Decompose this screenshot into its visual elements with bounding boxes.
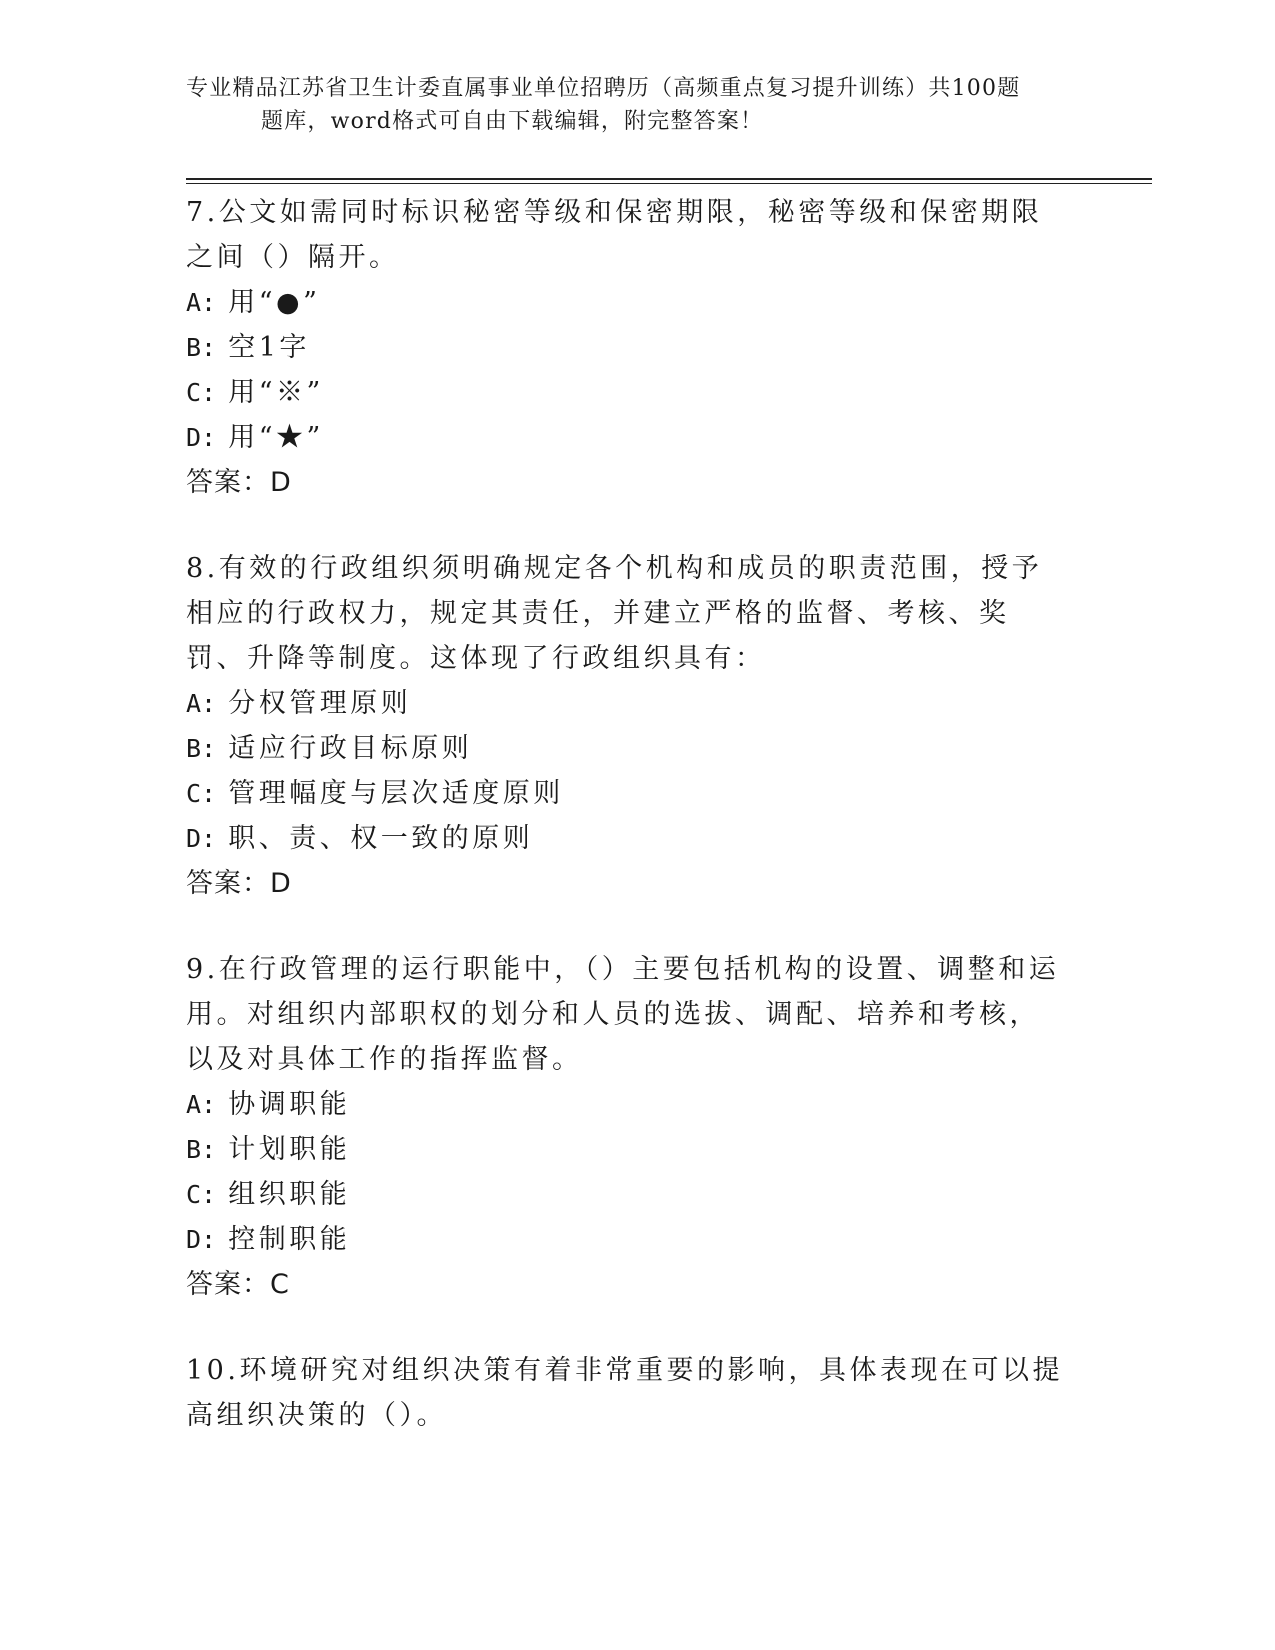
- option-key: D:: [186, 1225, 217, 1254]
- question-9: [186, 947, 1066, 1308]
- question-stem: 7.公文如需同时标识秘密等级和保密期限，秘密等级和保密期限之间（）隔开。: [186, 197, 1043, 273]
- question-stem: 10.环境研究对组织决策有着非常重要的影响，具体表现在可以提高组织决策的（）。: [186, 1355, 1063, 1431]
- option-key: A:: [186, 1090, 217, 1119]
- option-text: 分权管理原则: [228, 688, 412, 719]
- header-rule-thick: [186, 178, 1152, 180]
- option-text: 控制职能: [228, 1224, 351, 1255]
- option-text: 管理幅度与层次适度原则: [228, 778, 564, 809]
- option-b: [186, 1127, 1066, 1172]
- question-list: [186, 190, 1066, 1478]
- header-title-line-1: 专业精品江苏省卫生计委直属事业单位招聘历（高频重点复习提升训练）共100题: [186, 76, 1021, 101]
- option-key: C:: [186, 1180, 217, 1209]
- option-c: [186, 1172, 1066, 1217]
- answer-line: 答案：D: [186, 467, 292, 498]
- option-a: [186, 681, 1066, 726]
- answer-line: 答案：D: [186, 868, 292, 899]
- option-d: [186, 1217, 1066, 1262]
- option-key: B:: [186, 734, 217, 763]
- option-c: [186, 370, 1066, 415]
- option-key: D:: [186, 423, 217, 452]
- question-10: [186, 1348, 1066, 1438]
- option-b: [186, 325, 1066, 370]
- option-key: C:: [186, 779, 217, 808]
- option-key: D:: [186, 824, 217, 853]
- option-text: 用“★”: [228, 422, 324, 453]
- option-d: [186, 816, 1066, 861]
- option-d: [186, 415, 1066, 460]
- option-key: C:: [186, 378, 217, 407]
- question-8: [186, 546, 1066, 907]
- option-text: 组织职能: [228, 1179, 351, 1210]
- header-rule-thin: [186, 183, 1152, 184]
- header-title-line-2: 题库，word格式可自由下载编辑，附完整答案！: [261, 109, 764, 134]
- option-text: 用“●”: [228, 287, 321, 318]
- option-text: 协调职能: [228, 1089, 351, 1120]
- question-stem: 9.在行政管理的运行职能中，（）主要包括机构的设置、调整和运用。对组织内部职权的划分和人员的选拔、调配、培养和考核，以及对具体工作的指挥监督。: [186, 954, 1060, 1075]
- document-header: [186, 72, 1086, 138]
- option-a: [186, 280, 1066, 325]
- option-a: [186, 1082, 1066, 1127]
- option-text: 用“※”: [228, 377, 324, 408]
- option-text: 空1字: [228, 332, 310, 363]
- question-stem: 8.有效的行政组织须明确规定各个机构和成员的职责范围，授予相应的行政权力，规定其责任，并建立严格的监督、考核、奖罚、升降等制度。这体现了行政组织具有：: [186, 553, 1043, 674]
- answer-line: 答案：C: [186, 1269, 290, 1300]
- question-7: [186, 190, 1066, 506]
- option-text: 职、责、权一致的原则: [228, 823, 534, 854]
- option-b: [186, 726, 1066, 771]
- option-key: A:: [186, 288, 217, 317]
- option-key: B:: [186, 333, 217, 362]
- option-c: [186, 771, 1066, 816]
- option-text: 计划职能: [228, 1134, 351, 1165]
- option-key: B:: [186, 1135, 217, 1164]
- option-key: A:: [186, 689, 217, 718]
- option-text: 适应行政目标原则: [228, 733, 473, 764]
